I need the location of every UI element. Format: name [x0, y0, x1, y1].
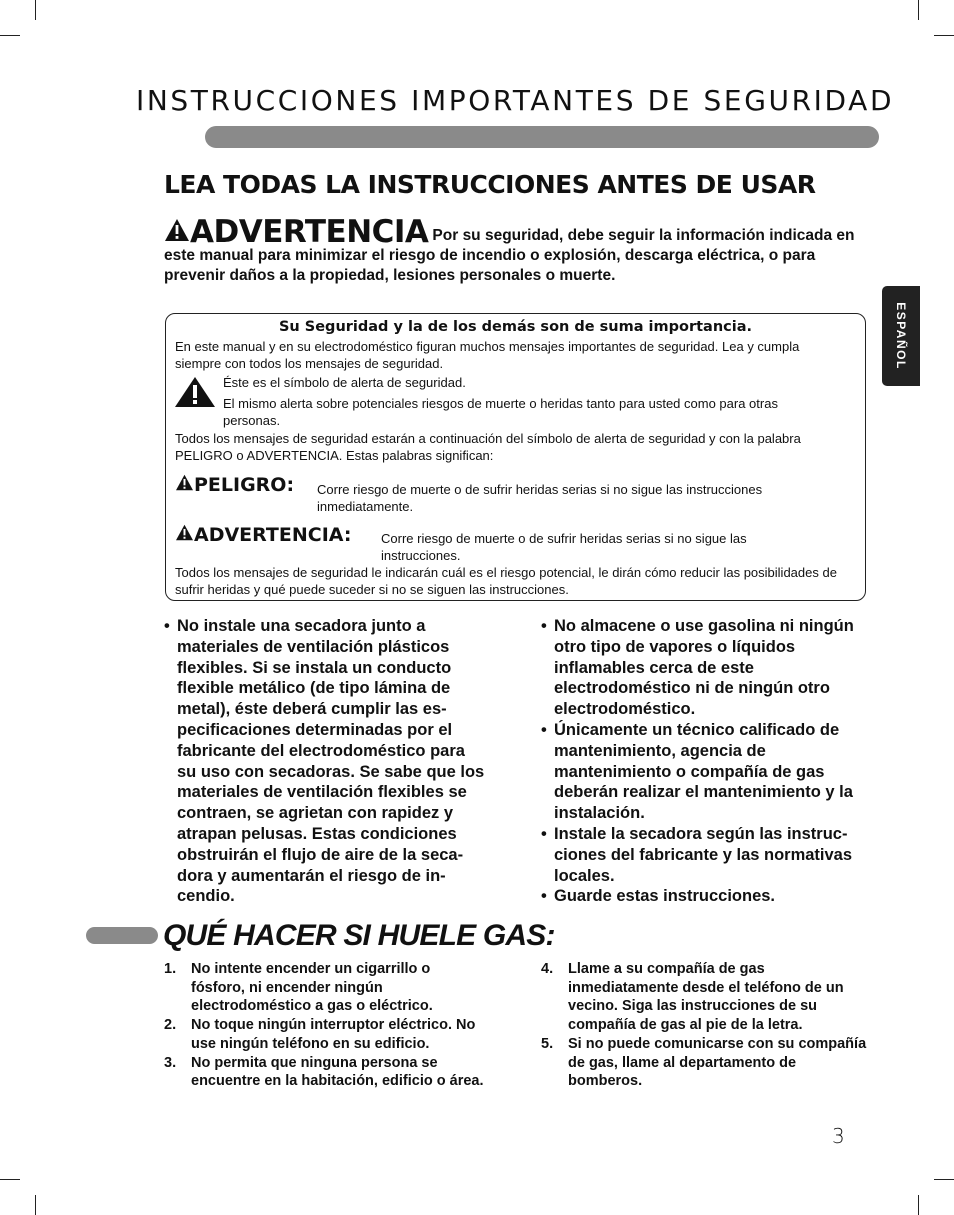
gas-steps-left [164, 960, 484, 1091]
safety-box-title: Su Seguridad y la de los demás son de suma importancia. [278, 319, 753, 335]
safety-box-intro: En este manual y en su electrodoméstico figuran muchos mensajes importantes de seguridad. Lea y cumpla siempre con todos los mensajes de seguridad. [175, 339, 800, 371]
language-tab-label: ESPAÑOL [894, 302, 908, 370]
step-number: 2. [164, 1017, 177, 1034]
advertencia-label [175, 524, 351, 544]
crop-mark [35, 1195, 36, 1215]
crop-mark [35, 0, 36, 20]
warning-triangle-icon [164, 218, 190, 242]
language-tab [882, 286, 920, 386]
peligro-label-text: PELIGRO: [194, 474, 295, 496]
list-item [164, 960, 484, 1016]
warning-triangle-icon [175, 524, 194, 541]
warning-text-first: Por su seguridad, debe seguir la información [432, 227, 765, 244]
list-item: • Instale la secadora según las instruc-ciones del fabricante y las normativas locales. [541, 824, 871, 886]
step-number: 4. [541, 961, 554, 977]
safety-alert-icon [174, 376, 216, 408]
list-item: • Guarde estas instrucciones. [541, 886, 871, 907]
step-text: Llame a su compañía de gas inmediatamente desde el teléfono de un vecino. Siga las instrucciones de su compañía de gas al pie de la letra. [568, 961, 844, 1034]
step-text: No intente encender un cigarrillo o fósforo, ni encender ningún electrodoméstico a gas o eléctrico. [191, 961, 433, 1015]
crop-mark [918, 1195, 919, 1215]
advertencia-desc: Corre riesgo de muerte o de sufrir heridas serias si no sigue las instrucciones. [381, 531, 747, 563]
crop-mark [934, 1179, 954, 1180]
list-item [164, 1054, 484, 1091]
list-item: • Únicamente un técnico calificado de mantenimiento, agencia de mantenimiento o compañía de gas deberán realizar el mantenimiento y la instalación. [541, 720, 871, 824]
warning-label [164, 214, 428, 250]
gas-steps-right [541, 960, 871, 1091]
step-text: No toque ningún interruptor eléctrico. No use ningún teléfono en su edificio. [191, 1017, 476, 1052]
advertencia-label-text: ADVERTENCIA: [194, 524, 352, 546]
list-item [541, 960, 871, 1035]
bullet-list-left [164, 616, 488, 907]
safety-symbol-line: Éste es el símbolo de alerta de seguridad. [223, 375, 466, 390]
step-text: No permita que ninguna persona se encuentre en la habitación, edificio o área. [191, 1054, 484, 1090]
crop-mark [934, 35, 954, 36]
safety-symbol-desc: El mismo alerta sobre potenciales riesgos de muerte o heridas tanto para usted como para otras personas. [223, 396, 778, 428]
step-number: 5. [541, 1035, 554, 1052]
list-item: • No instale una secadora junto a materiales de ventilación plásticos flexibles. Si se instala un conducto flexible metálico (de tipo lámina de metal), éste deberá cumplir las es-pecificaciones determinadas por el fabricante del electrodoméstico para su uso con secadoras. Se sabe que los materiales de ventilación flexibles se contraen, se agrietan con rapidez y atrapan pelusas. Estas condiciones obstruirán el flujo de aire de la seca-dora y aumentarán el riesgo de in-cendio. [164, 616, 488, 907]
step-text: Si no puede comunicarse con su compañía de gas, llame al departamento de bomberos. [568, 1035, 867, 1090]
page-number: 3 [832, 1124, 845, 1148]
warning-label-text: ADVERTENCIA [190, 214, 429, 250]
page-title: INSTRUCCIONES IMPORTANTES DE SEGURIDAD [136, 84, 895, 117]
title-underline-bar [205, 126, 879, 148]
list-item: • No almacene o use gasolina ni ningún otro tipo de vapores o líquidos inflamables cerca de este electrodoméstico ni de ningún otro electrodoméstico. [541, 616, 871, 720]
read-instructions-heading: LEA TODAS LA INSTRUCCIONES ANTES DE USAR [164, 170, 816, 199]
crop-mark [918, 0, 919, 20]
bullet-list-right [541, 616, 871, 907]
warning-paragraph [164, 214, 864, 286]
gas-heading-pill [86, 927, 158, 944]
peligro-label [175, 474, 294, 494]
peligro-desc: Corre riesgo de muerte o de sufrir heridas serias si no sigue las instrucciones inmediatamente. [317, 482, 763, 514]
list-item [164, 1016, 484, 1053]
gas-heading: QUÉ HACER SI HUELE GAS: [163, 919, 555, 952]
step-number: 3. [164, 1054, 177, 1071]
warning-text-rest: indicada en este manual para minimizar el riesgo de incendio o explosión, descarga eléctrica, o para prevenir daños a la propiedad, lesiones personales o muerte. [164, 227, 855, 284]
warning-triangle-icon [175, 474, 194, 491]
list-item [541, 1035, 871, 1091]
step-number: 1. [164, 961, 177, 977]
safety-info-box [165, 313, 866, 601]
safety-closing: Todos los mensajes de seguridad le indicarán cuál es el riesgo potencial, le dirán cómo reducir las posibilidades de sufrir heridas y qué puede suceder si no se siguen las instrucciones. [175, 565, 837, 597]
crop-mark [0, 1179, 20, 1180]
safety-all-messages: Todos los mensajes de seguridad estarán a continuación del símbolo de alerta de seguridad y con la palabra PELIGRO o ADVERTENCIA. Estas palabras significan: [175, 431, 801, 463]
crop-mark [0, 35, 20, 36]
